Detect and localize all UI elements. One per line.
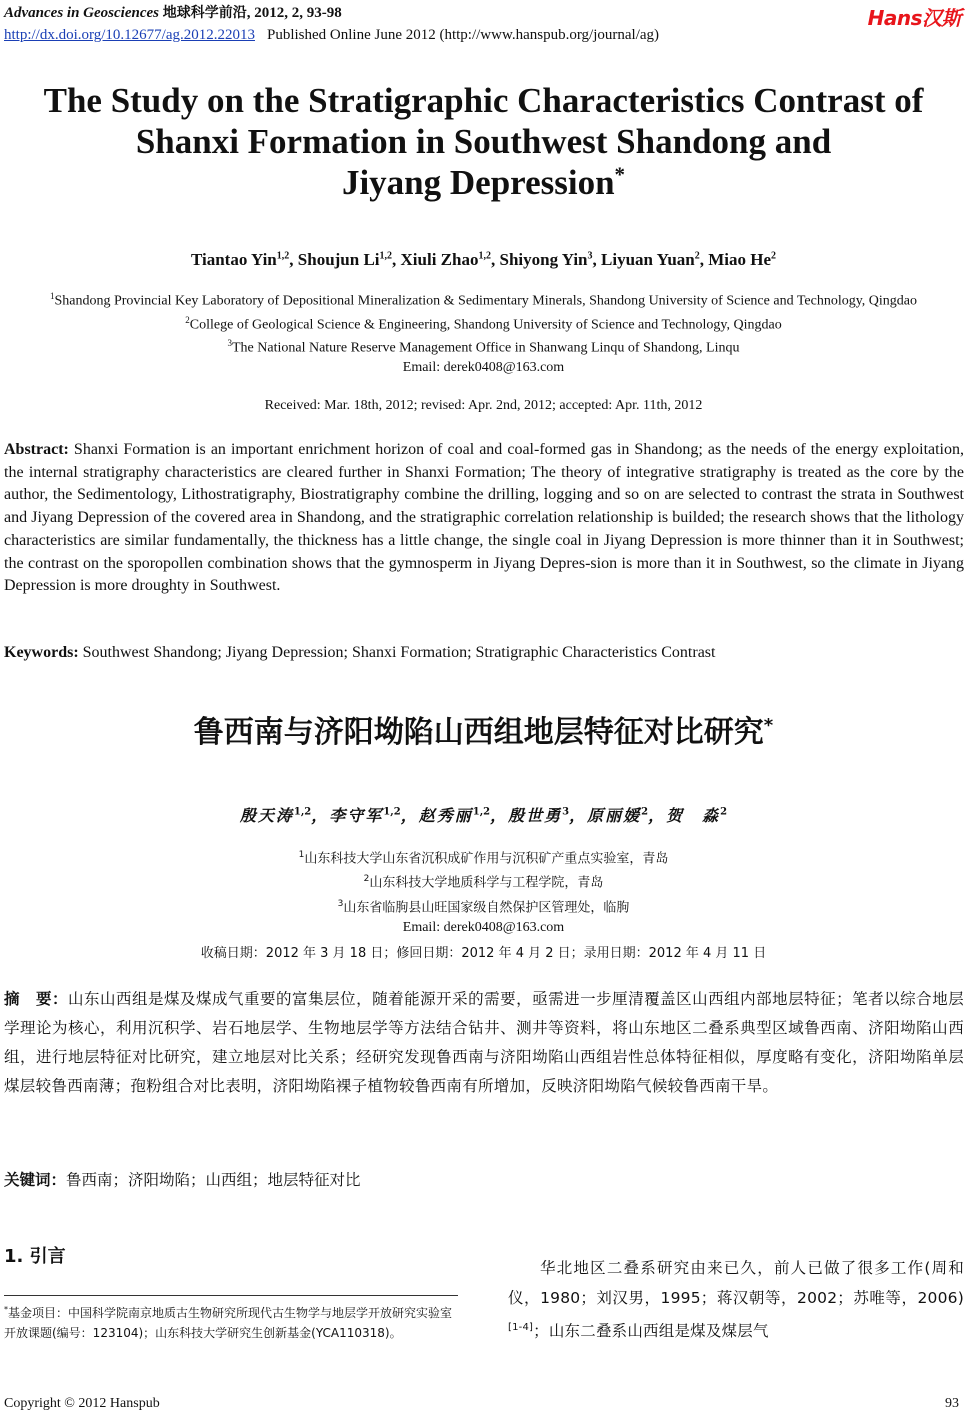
- english-authors: [0, 250, 967, 270]
- doi-link[interactable]: http://dx.doi.org/10.12677/ag.2012.22013: [4, 27, 255, 43]
- en-affiliation-text: The National Nature Reserve Management Office in Shanwang Linqu of Shandong, Linqu: [232, 340, 740, 356]
- chinese-abstract: [4, 985, 964, 1101]
- en-affiliation-number: 2: [185, 314, 190, 325]
- cn-affiliation-number: 2: [363, 874, 370, 885]
- english-abstract: [4, 439, 964, 598]
- english-title: [0, 80, 967, 203]
- doi-line: [4, 24, 659, 46]
- cn-author-affiliation: 2: [641, 806, 649, 818]
- en-affiliation-text: College of Geological Science & Engineering, Shandong University of Science and Technology, Qingdao: [189, 317, 782, 333]
- cn-affiliation-number: 3: [337, 898, 344, 909]
- en-author-affiliation: 3: [587, 250, 593, 262]
- cn-author-name: 李守军: [329, 806, 384, 825]
- cn-affiliation-text: 山东科技大学山东省沉积成矿作用与沉积矿产重点实验室，青岛: [304, 851, 669, 867]
- english-affiliations: [10, 287, 957, 377]
- title-line-1: The Study on the Stratigraphic Characteristics Contrast of: [43, 81, 924, 120]
- journal-line: [4, 2, 659, 24]
- cn-author-affiliation: 2: [720, 806, 728, 818]
- english-email: Email: derek0408@163.com: [402, 359, 565, 375]
- footnote-mark: *: [4, 1305, 8, 1314]
- en-affiliation-item: [10, 334, 957, 358]
- en-author-affiliation: 2: [694, 250, 700, 262]
- cn-keywords-text: 鲁西南；济阳坳陷；山西组；地层特征对比: [66, 1171, 361, 1189]
- abstract-label: Abstract:: [4, 441, 69, 458]
- cn-author-separator: ，: [311, 806, 330, 825]
- citation-ref[interactable]: [1-4]: [508, 1322, 534, 1333]
- cn-author-name: 殷天涛: [239, 806, 294, 825]
- keywords-text: Southwest Shandong; Jiyang Depression; Shanxi Formation; Stratigraphic Characteristics Contrast: [82, 644, 716, 661]
- cn-author-separator: ，: [400, 806, 419, 825]
- footer-copyright: Copyright © 2012 Hanspub: [4, 1396, 160, 1411]
- cn-affiliation-number: 1: [298, 850, 305, 860]
- journal-name: Advances in Geosciences: [4, 5, 159, 21]
- footnote-text: 基金项目：中国科学院南京地质古生物研究所现代古生物学与地层学开放研究实验室开放课题(编号：123104)；山东科技大学研究生创新基金(YCA110318)。: [4, 1306, 453, 1340]
- en-author-name: Liyuan Yuan: [601, 250, 695, 269]
- chinese-affiliations: [0, 845, 967, 938]
- cn-affiliation-text: 山东省临朐县山旺国家级自然保护区管理处，临朐: [343, 899, 630, 915]
- en-author-name: Miao He: [708, 250, 772, 269]
- cn-abstract-text: 山东山西组是煤及煤成气重要的富集层位，随着能源开采的需要，亟需进一步厘清覆盖区山西组内部地层特征；笔者以综合地层学理论为核心，利用沉积学、岩石地层学、生物地层学等方法结合钻井、测井等资料，将山东地区二叠系典型区域鲁西南、济阳坳陷山西组，进行地层特征对比研究，建立地层对比关系；经研究发现鲁西南与济阳坳陷山西组岩性总体特征相似，厚度略有变化，济阳坳陷单层煤层较鲁西南薄；孢粉组合对比表明，济阳坳陷裸子植物较鲁西南有所增加，反映济阳坳陷气候较鲁西南干旱。: [4, 990, 964, 1095]
- cn-abstract-label: 摘 要：: [4, 990, 69, 1008]
- chinese-email: Email: derek0408@163.com: [402, 919, 565, 935]
- page-number: 93: [945, 1396, 959, 1411]
- cn-author-affiliation: 3: [562, 806, 570, 818]
- en-author-affiliation: 1,2: [379, 250, 393, 262]
- keywords-label: Keywords:: [4, 644, 79, 661]
- journal-citation: , 2012, 2, 93-98: [246, 5, 342, 21]
- published-online: Published Online June 2012 (http://www.hanspub.org/journal/ag): [266, 27, 660, 43]
- chinese-title: 鲁西南与济阳坳陷山西组地层特征对比研究*: [193, 715, 774, 750]
- cn-author-separator: ，: [648, 806, 667, 825]
- en-author-name: Xiuli Zhao: [400, 250, 479, 269]
- en-author-name: Tiantao Yin: [190, 250, 277, 269]
- english-keywords: [4, 644, 964, 662]
- intro-text-2: ；山东二叠系山西组是煤及煤层气: [533, 1322, 769, 1341]
- chinese-keywords: [4, 1168, 964, 1190]
- cn-title-footnote-mark: *: [763, 715, 774, 736]
- chinese-authors: [0, 803, 967, 826]
- english-received-dates: Received: Mar. 18th, 2012; revised: Apr. 2nd, 2012; accepted: Apr. 11th, 2012: [264, 398, 703, 413]
- en-author-separator: ,: [592, 250, 602, 269]
- cn-author-name: 原丽媛: [587, 806, 642, 825]
- cn-author-name: 贺 淼: [666, 806, 721, 825]
- funding-footnote: [4, 1300, 460, 1343]
- intro-text-1: 华北地区二叠系研究由来已久，前人已做了很多工作(周和仪，1980；刘汉男，1995；蒋汉朝等，2002；苏唯等，2006): [508, 1259, 964, 1307]
- cn-keywords-label: 关键词：: [4, 1171, 67, 1189]
- cn-author-name: 赵秀丽: [418, 806, 473, 825]
- cn-affiliation-item: [0, 869, 967, 893]
- en-author-separator: ,: [289, 250, 298, 269]
- cn-author-name: 殷世勇: [508, 806, 563, 825]
- footnote-divider: [4, 1295, 458, 1296]
- en-author-name: Shiyong Yin: [499, 250, 588, 269]
- running-header: [4, 2, 659, 46]
- en-author-affiliation: 1,2: [276, 250, 290, 262]
- cn-affiliation-item: [0, 894, 967, 918]
- en-author-separator: ,: [699, 250, 709, 269]
- hans-logo: Hans汉斯: [867, 6, 961, 30]
- en-affiliation-item: [10, 311, 957, 335]
- cn-author-separator: ，: [490, 806, 509, 825]
- en-affiliation-number: 1: [49, 291, 55, 301]
- title-line-2: Shanxi Formation in Southwest Shandong and: [135, 122, 832, 161]
- en-author-separator: ,: [392, 250, 401, 269]
- title-footnote-mark: *: [614, 162, 626, 187]
- cn-author-affiliation: 1,2: [383, 806, 401, 818]
- journal-name-cn: 地球科学前沿: [162, 5, 247, 21]
- cn-author-separator: ，: [569, 806, 588, 825]
- cn-author-affiliation: 1,2: [293, 806, 312, 818]
- intro-paragraph: [508, 1253, 964, 1346]
- section-heading-intro: 1. 引言: [4, 1246, 66, 1267]
- cn-affiliation-text: 山东科技大学地质科学与工程学院，青岛: [369, 875, 604, 891]
- abstract-text: Shanxi Formation is an important enrichment horizon of coal and coal-formed gas in Shandong; as the needs of the energy exploitation, the internal stratigraphy characteristics are cleared further in Shanxi Formation; The theory of integrative stratigraphy is treated as the core by the author, the Sedimentology, Lithostratigraphy, Biostratigraphy combine the drilling, logging and so on are selected to contrast the strata in Southwest and Jiyang Depression of the covered area in Shandong, and the stratigraphic correlation relationship is builded; the research shows that the lithology characteristics are similar fundamentally, the thickness has a little change, the single coal in Jiyang Depression is more thinner than it in Southwest; the contrast on the sporopollen combination shows that the gymnosperm in Jiyang Depres-sion is more than it in Southwest, so the climate in Jiyang Depression is more droughty in Southwest.: [4, 441, 965, 595]
- en-affiliation-text: Shandong Provincial Key Laboratory of Depositional Mineralization & Sedimentary Minerals, Shandong University of Science and Technology, Qingdao: [54, 293, 918, 309]
- en-author-separator: ,: [490, 250, 500, 269]
- cn-author-affiliation: 1,2: [472, 806, 491, 818]
- chinese-received-dates: 收稿日期：2012 年 3 月 18 日；修回日期：2012 年 4 月 2 日；录用日期：2012 年 4 月 11 日: [200, 946, 767, 961]
- en-author-affiliation: 2: [771, 250, 777, 262]
- cn-affiliation-item: [0, 845, 967, 869]
- en-author-name: Shoujun Li: [297, 250, 380, 269]
- en-affiliation-item: [10, 287, 957, 311]
- en-author-affiliation: 1,2: [478, 250, 491, 262]
- en-affiliation-number: 3: [227, 338, 232, 349]
- title-line-3: Jiyang Depression*: [341, 162, 626, 202]
